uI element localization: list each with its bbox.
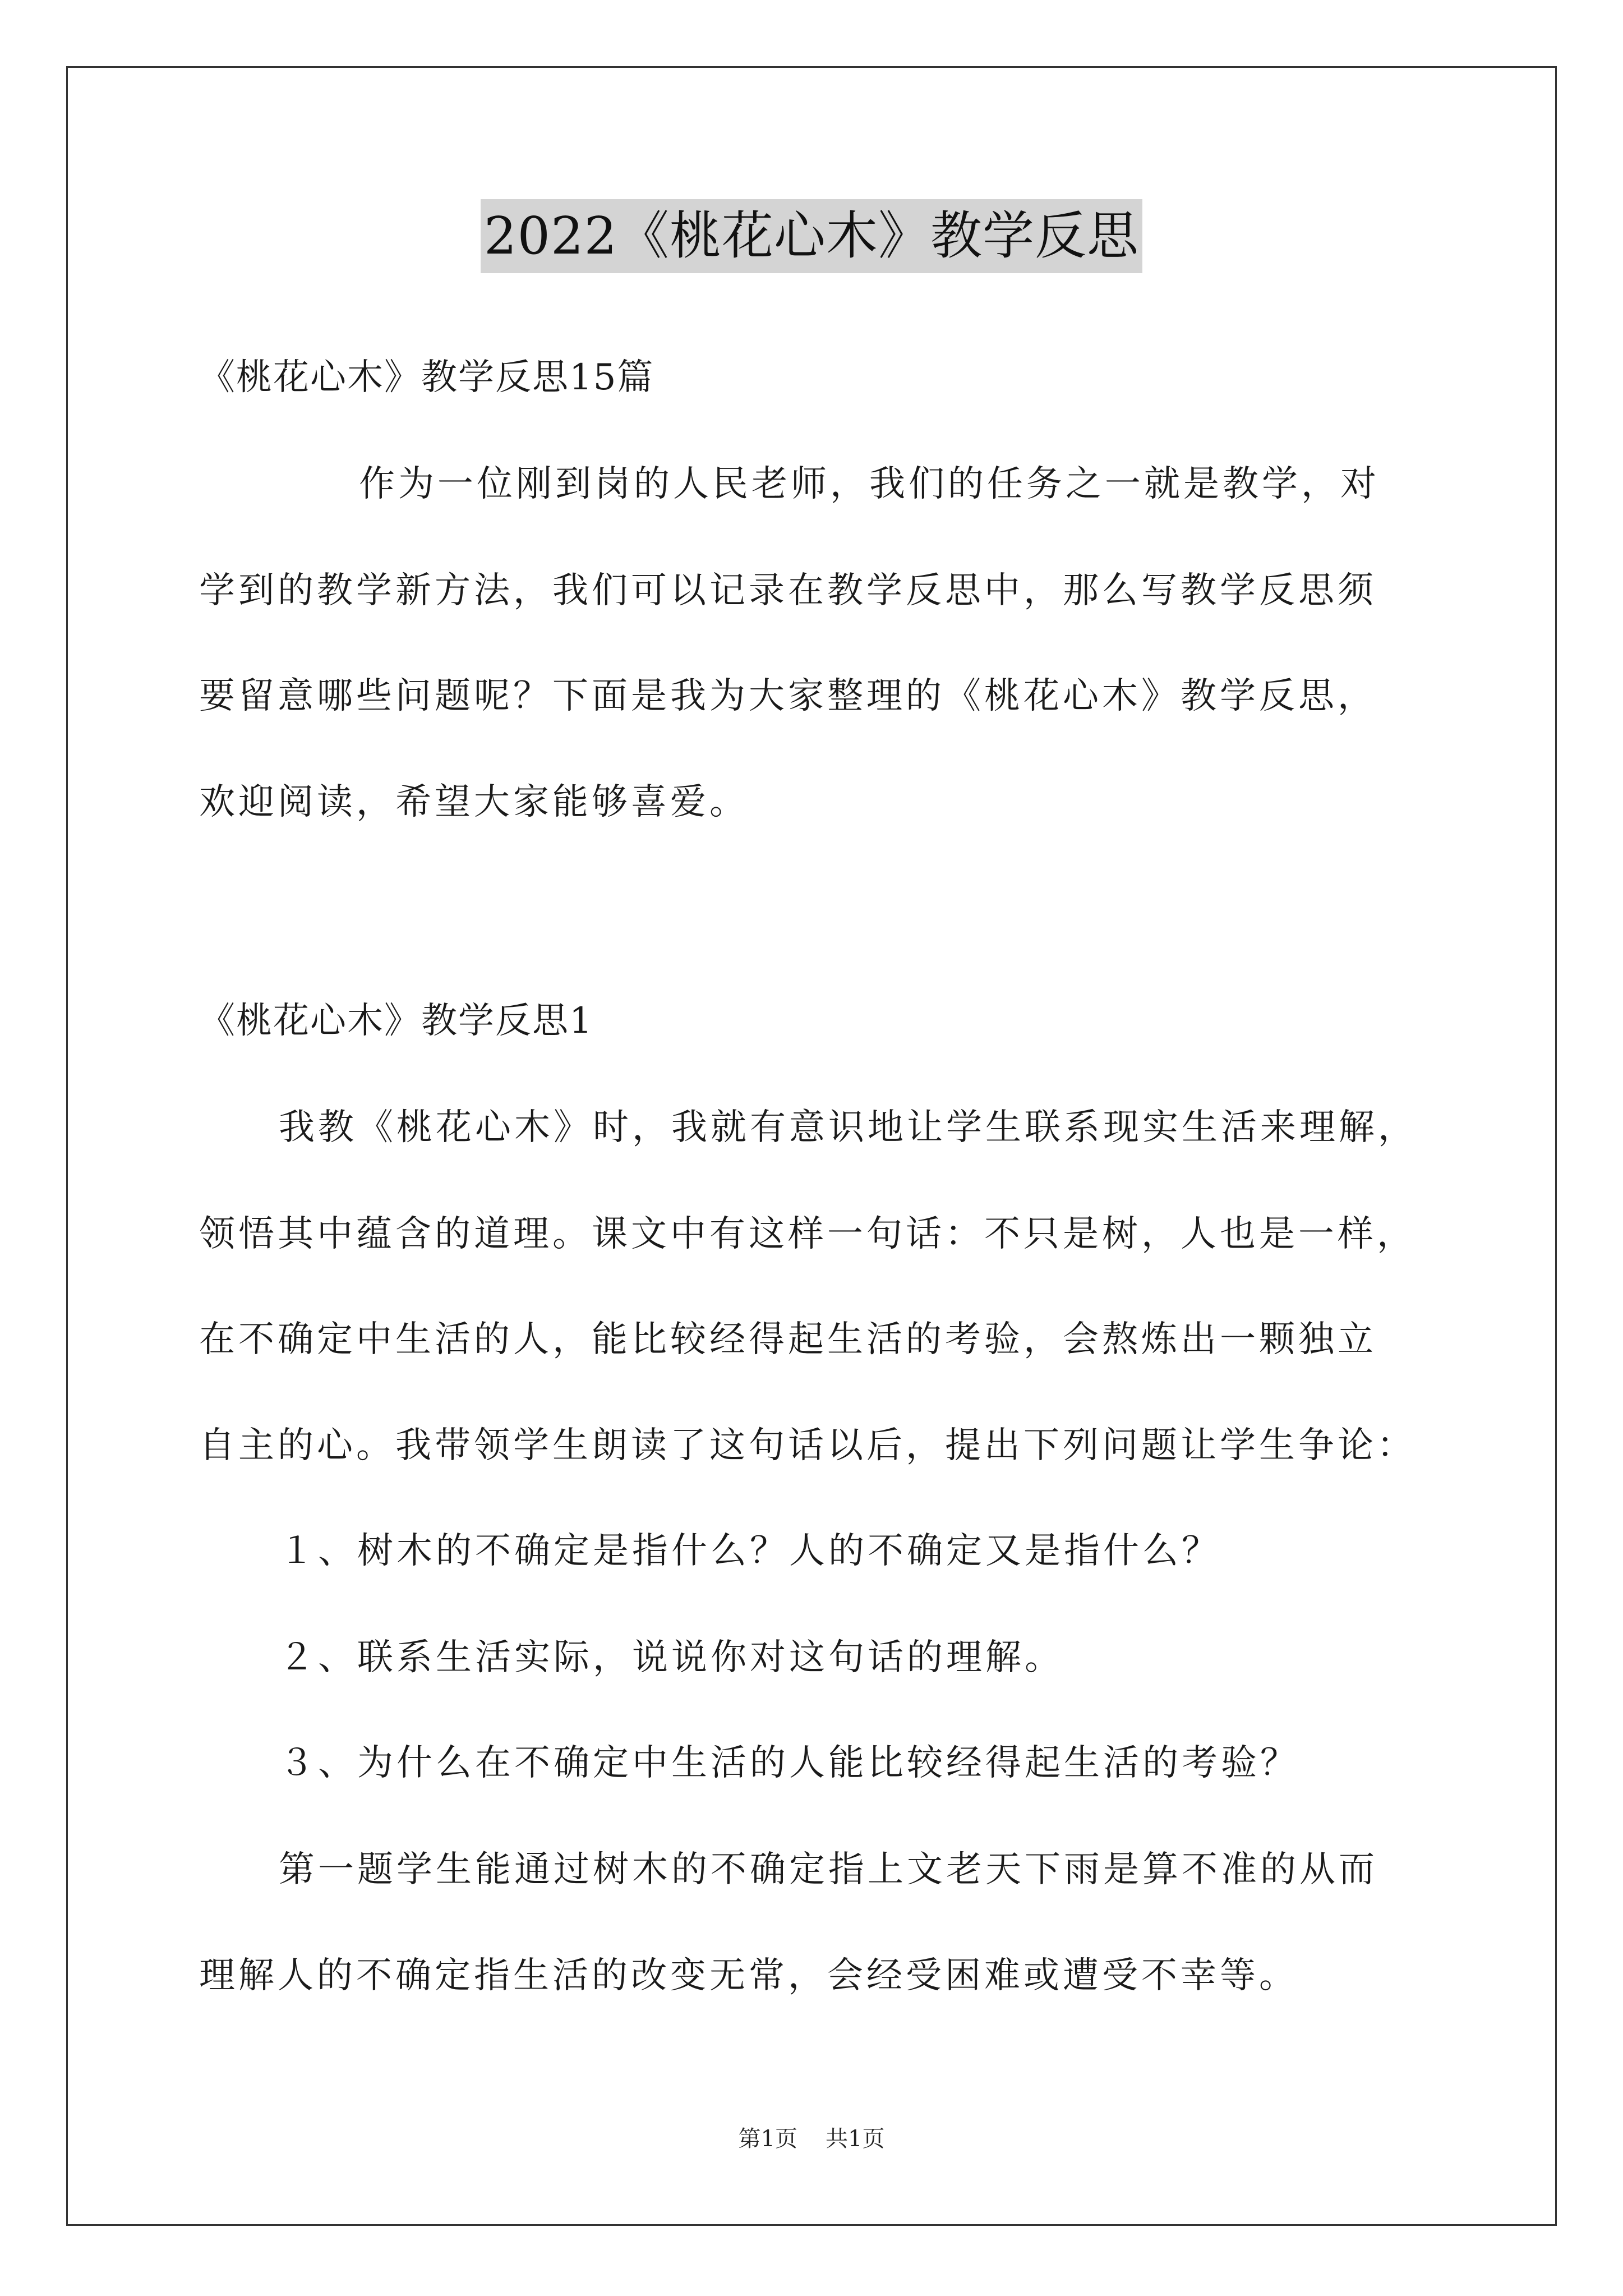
- question-2: ２、联系生活实际，说说你对这句话的理解。: [279, 1637, 1064, 1678]
- page-number: 第1页: [738, 2126, 797, 2152]
- document-title: 2022《桃花心木》教学反思: [481, 199, 1142, 273]
- body-line-2: 领悟其中蕴含的道理。课文中有这样一句话：不只是树，人也是一样，: [199, 1213, 1416, 1255]
- page-total: 共1页: [826, 2126, 885, 2152]
- title-container: [0, 199, 1623, 273]
- question-1: １、树木的不确定是指什么？人的不确定又是指什么？: [279, 1530, 1221, 1572]
- document-subtitle: 《桃花心木》教学反思15篇: [199, 357, 654, 398]
- body-line-9: 理解人的不确定指生活的改变无常，会经受困难或遭受不幸等。: [199, 1955, 1298, 1996]
- body-line-1: 我教《桃花心木》时，我就有意识地让学生联系现实生活来理解，: [279, 1107, 1417, 1148]
- body-line-4: 自主的心。我带领学生朗读了这句话以后，提出下列问题让学生争论：: [199, 1425, 1416, 1466]
- body-line-3: 在不确定中生活的人，能比较经得起生活的考验，会熬炼出一颗独立: [199, 1319, 1377, 1360]
- intro-line-3: 要留意哪些问题呢？下面是我为大家整理的《桃花心木》教学反思，: [199, 675, 1377, 717]
- intro-line-2: 学到的教学新方法，我们可以记录在教学反思中，那么写教学反思须: [199, 570, 1377, 611]
- page-footer: [0, 2123, 1623, 2155]
- body-line-8: 第一题学生能通过树木的不确定指上文老天下雨是算不准的从而: [279, 1849, 1378, 1890]
- section-heading: 《桃花心木》教学反思1: [199, 1000, 593, 1042]
- intro-line-4: 欢迎阅读，希望大家能够喜爱。: [199, 781, 749, 823]
- intro-line-1: 作为一位刚到岗的人民老师，我们的任务之一就是教学，对: [359, 463, 1380, 505]
- question-3: ３、为什么在不确定中生活的人能比较经得起生活的考验？: [279, 1742, 1299, 1784]
